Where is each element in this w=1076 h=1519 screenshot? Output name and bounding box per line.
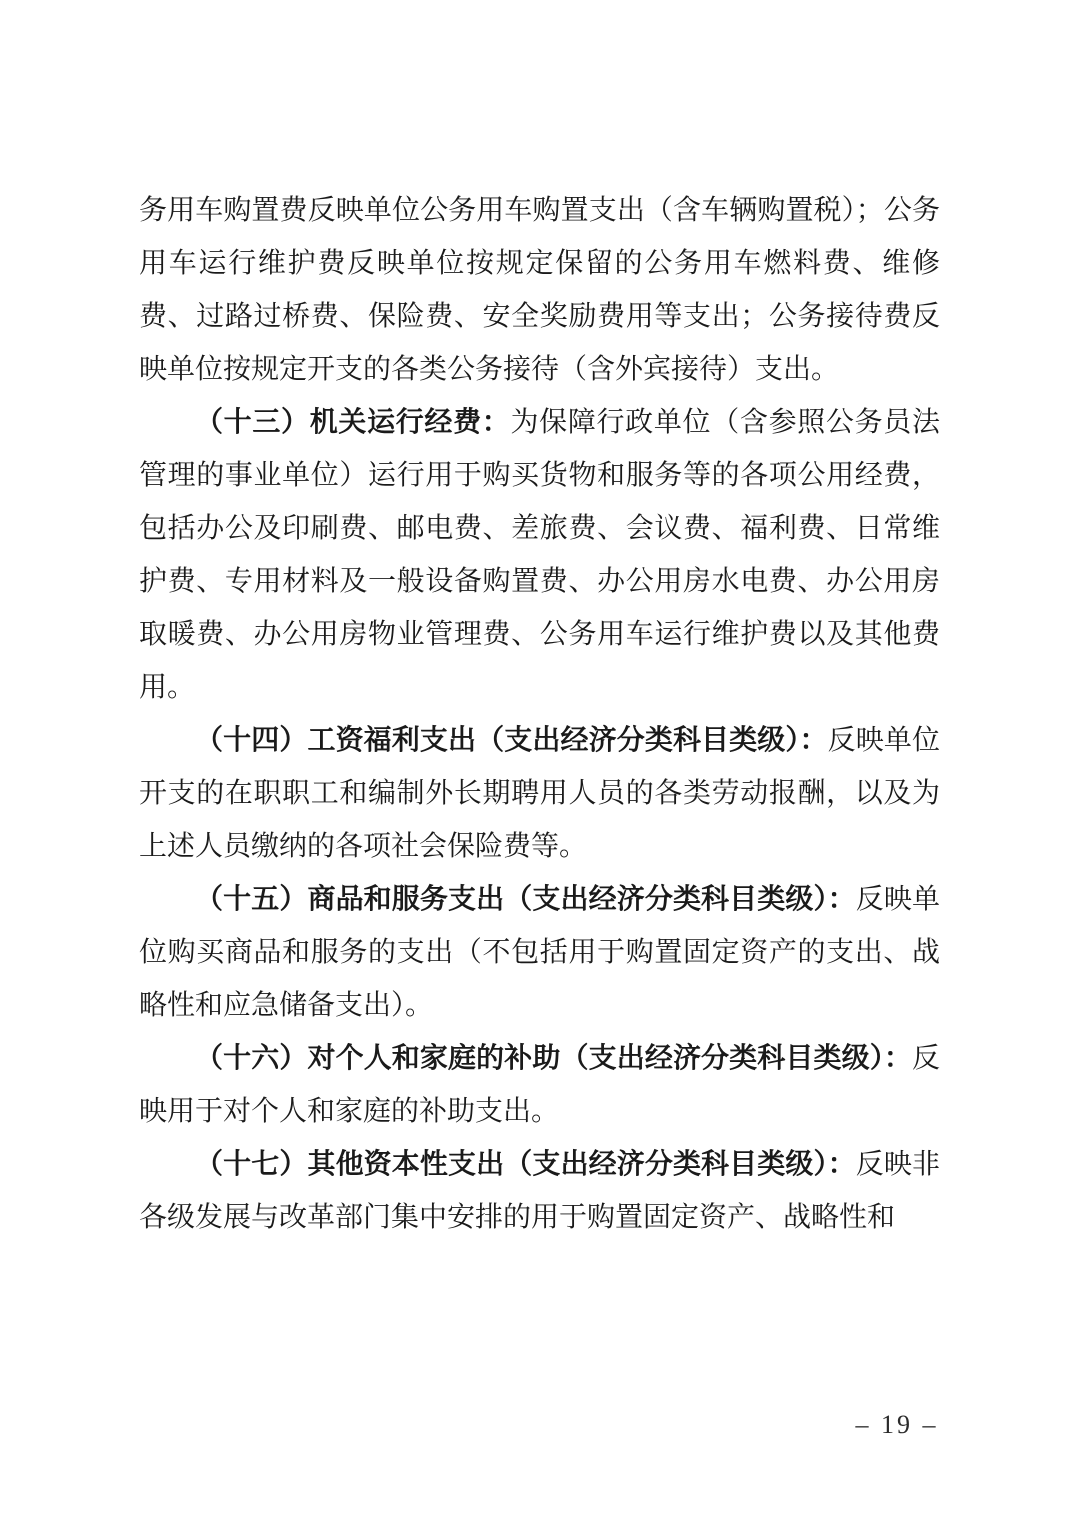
- page-number: – 19 –: [855, 1410, 939, 1439]
- paragraph-body: 反映用于对个人和家庭的补助支出。: [139, 1043, 940, 1127]
- paragraph-13-agency-operating-funds: [139, 396, 940, 714]
- paragraph-body: 为保障行政单位（含参照公务员法管理的事业单位）运行用于购买货物和服务等的各项公用经费，包括办公及印刷费、邮电费、差旅费、会议费、福利费、日常维护费、专用材料及一般设备购置费、办公用房水电费、办公用房取暖费、办公用房物业管理费、公务用车运行维护费以及其他费用。: [139, 407, 940, 703]
- document-text: [139, 184, 940, 1244]
- paragraph-lead: （十六）对个人和家庭的补助（支出经济分类科目类级）：: [195, 1043, 912, 1074]
- paragraph-15-goods-services-expenditure: [139, 873, 940, 1032]
- paragraph-lead: （十七）其他资本性支出（支出经济分类科目类级）：: [195, 1149, 856, 1180]
- paragraph-17-other-capital-expenditure: [139, 1138, 940, 1244]
- paragraph-lead: （十三）机关运行经费：: [195, 407, 511, 438]
- paragraph-body: 反映单位购买商品和服务的支出（不包括用于购置固定资产的支出、战略性和应急储备支出）。: [139, 884, 940, 1021]
- paragraph-body: 务用车购置费反映单位公务用车购置支出（含车辆购置税）；公务用车运行维护费反映单位按规定保留的公务用车燃料费、维修费、过路过桥费、保险费、安全奖励费用等支出；公务接待费反映单位按规定开支的各类公务接待（含外宾接待）支出。: [139, 195, 940, 385]
- paragraph-lead: （十四）工资福利支出（支出经济分类科目类级）：: [195, 725, 828, 756]
- paragraph-body: 反映非各级发展与改革部门集中安排的用于购置固定资产、战略性和: [139, 1149, 940, 1233]
- paragraph-14-salary-welfare-expenditure: [139, 714, 940, 873]
- paragraph-lead: （十五）商品和服务支出（支出经济分类科目类级）：: [195, 884, 856, 915]
- paragraph-body: 反映单位开支的在职职工和编制外长期聘用人员的各类劳动报酬，以及为上述人员缴纳的各项社会保险费等。: [139, 725, 940, 862]
- paragraph-official-vehicle-expenses: [139, 184, 940, 396]
- paragraph-16-subsidies-individuals-families: [139, 1032, 940, 1138]
